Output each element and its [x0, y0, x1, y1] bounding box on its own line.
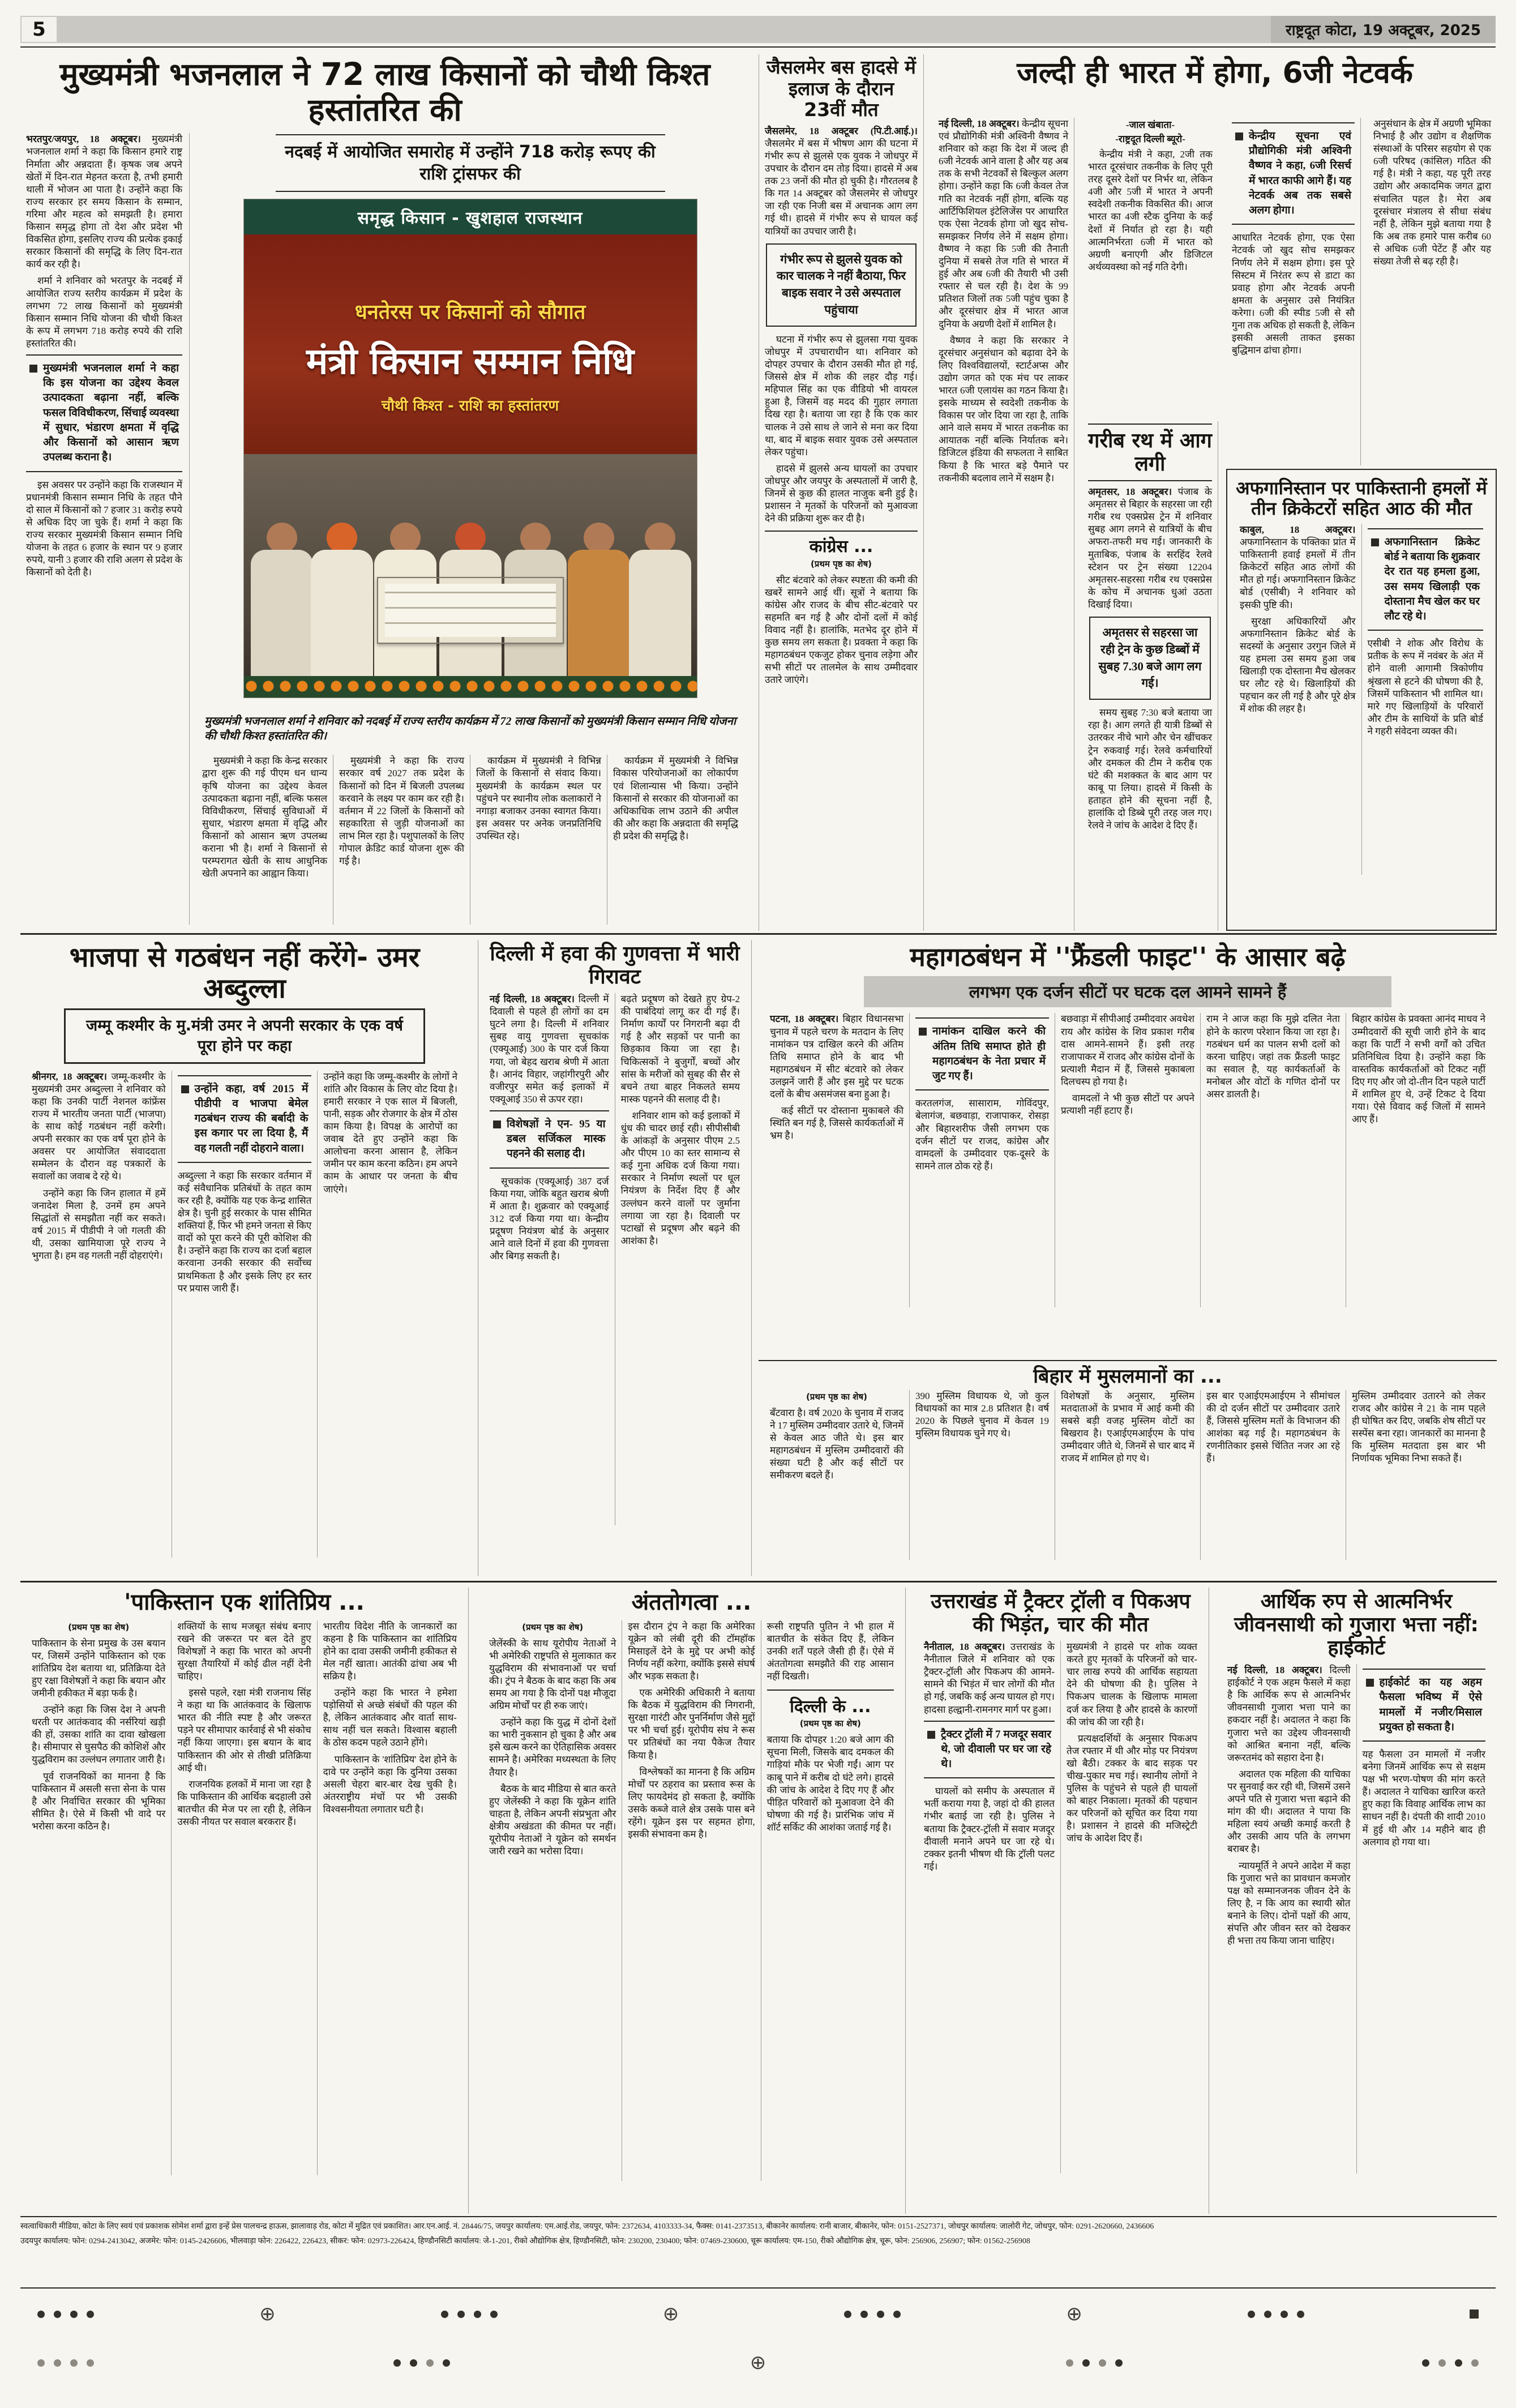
article-6g-col4 [1368, 118, 1497, 465]
paragraph: बछवाड़ा में सीपीआई उम्मीदवार अवधेश राय और कांग्रेस के शिव प्रकाश गरीब दास आमने-सामने हैं। इसी तरह राजापाकर में राजद और कांग्रेस दोनों के प्रत्याशी मैदान में हैं, जिससे मुकाबला दिलचस्प हो गया है। [1061, 1013, 1194, 1087]
paragraph [765, 125, 918, 238]
photo-stage-banner [244, 234, 697, 478]
paragraph: उन्होंने कहा कि जिन हालात में हमें जनादेश मिला है, उनमें हम अपने सिद्धांतों से समझौता नहीं कर सकते। वर्ष 2015 में पीडीपी ने जो गलती की थी, उसका खामियाजा पूरे राज्य ने भुगता है। हम वह गलती नहीं दोहराएंगे। [32, 1187, 166, 1261]
person-head [645, 523, 675, 553]
paragraph-text: अफगानिस्तान के पक्तिका प्रांत में पाकिस्तानी हवाई हमलों में तीन क्रिकेटरों सहित आठ लोगों की मौत हो गई। अफगानिस्तान क्रिकेट बोर्ड (एसीबी) ने शनिवार को इसकी पुष्टि की। [1240, 537, 1356, 610]
edition-label: राष्ट्रदूत कोटा, 19 अक्टूबर, 2025 [1271, 16, 1496, 43]
dateline: श्रीनगर, 18 अक्टूबर। [32, 1071, 107, 1082]
column [483, 1620, 622, 2181]
byline: -जाल खंबाता- [1125, 119, 1175, 130]
paragraph-text: जम्मू-कश्मीर के मुख्यमंत्री उमर अब्दुल्ला ने शनिवार को कहा कि उनकी पार्टी नेशनल कांफ्रेंस राज्य में भारतीय जनता पार्टी (भाजपा) के साथ कोई गठबंधन नहीं करेगी। अपनी सरकार का एक वर्ष पूरा होने के अवसर पर आयोजित संवाददाता सम्मेलन के दौरान वह पत्रकारों के सवालों का जवाब दे रहे थे। [32, 1071, 166, 1182]
masthead-bar [20, 16, 1496, 43]
highlight-box [1368, 528, 1484, 631]
registration-crosshair-icon: ⊕ [259, 2303, 276, 2325]
registration-dots [1066, 2359, 1123, 2367]
registration-crosshair-icon: ⊕ [1066, 2303, 1082, 2325]
paragraph: उन्होंने कहा कि भारत ने हमेशा पड़ोसियों से अच्छे संबंधों की पहल की है, लेकिन आतंकवाद और वार्ता साथ-साथ नहीं चल सकते। विश्वास बहाली के ठोस कदम पहले उठाने होंगे। [323, 1687, 457, 1748]
paragraph [770, 1013, 903, 1101]
paragraph: पूर्व राजनयिकों का मानना है कि पाकिस्तान में असली सत्ता सेना के पास है और निर्वाचित सरकार की भूमिका सीमित है। ऐसे में किसी भी वादे पर भरोसा करना कठिन है। [32, 1770, 166, 1832]
paragraph: कई सीटों पर दोस्ताना मुकाबले की स्थिति बन गई है, जिससे कार्यकर्ताओं में भ्रम है। [770, 1105, 903, 1141]
photo-person [251, 523, 313, 677]
article-delhi-air [478, 940, 752, 1576]
article-headline: आर्थिक रुप से आत्मनिर्भर जीवनसाथी को गुजारा भत्ता नहीं: हाईकोर्ट [1234, 1590, 1479, 1660]
bottom-column-group [196, 755, 744, 925]
article-6g-headline [933, 54, 1497, 117]
highlight-box [490, 1110, 609, 1169]
photo-person [629, 523, 691, 677]
column-group [26, 1620, 462, 2175]
column [910, 1013, 1055, 1307]
column [910, 1390, 1055, 1560]
paragraph [1240, 524, 1356, 611]
footer-rule [20, 2287, 1496, 2289]
paragraph: शर्मा ने शनिवार को भरतपुर के नदबई में आयोजित राज्य स्तरीय कार्यक्रम में प्रदेश के लगभग 72 लाख किसानों को मुख्यमंत्री किसान सम्मान निधि योजना की चौथी किश्त के रूप में लगभग 718 करोड़ रुपये की राशि हस्तांतरित की। [26, 275, 182, 349]
photo-person [568, 523, 630, 677]
highlight-text: नामांकन दाखिल करने की अंतिम तिथि समाप्त होते ही महागठबंधन के नेता प्रचार में जुट गए हैं। [932, 1025, 1046, 1083]
continuation-section [767, 1690, 894, 1834]
column [1222, 1664, 1357, 2174]
paragraph: इस बार एआईएमआईएम ने सीमांचल की दो दर्जन सीटों पर उम्मीदवार उतारे हैं, जिससे मुस्लिम मतों के विभाजन की आशंका बढ़ गई है। महागठबंधन के रणनीतिकार इससे चिंतित नजर आ रहे हैं। [1206, 1390, 1340, 1464]
column [607, 755, 744, 925]
article-subhead: नदबई में आयोजित समारोह में उन्होंने 718 करोड़ रूपए की राशि ट्रांसफर की [276, 134, 665, 192]
registration-dots [1422, 2359, 1479, 2367]
article-antatogatva [478, 1588, 906, 2214]
highlight-text: ट्रैक्टर ट्रॉली में 7 मजदूर सवार थे, जो दीवाली पर घर जा रहे थे। [941, 1728, 1051, 1770]
column [764, 1390, 910, 1560]
paragraph: मुख्यमंत्री ने कहा कि राज्य सरकार वर्ष 2027 तक प्रदेश के किसानों को दिन में बिजली उपलब्ध करवाने के लक्ष्य पर काम कर रही है। वर्तमान में 22 जिलों के किसानों को सहकारिता से जुड़ी योजनाओं का लाभ मिल रहा है। पशुपालकों के लिए गोपाल क्रेडिट कार्ड योजना शुरू की गई है। [339, 755, 464, 867]
paragraph: एसीबी ने शोक और विरोध के प्रतीक के रूप में नवंबर के अंत में होने वाली आगामी त्रिकोणीय श्रृंखला से हटने की घोषणा की है, जिसमें पाकिस्तान भी शामिल था। मारे गए खिलाड़ियों के परिवारों और टीम के साथियों के प्रति बोर्ड ने गहरी संवेदना व्यक्त की। [1367, 638, 1483, 737]
page-number: 5 [22, 17, 57, 42]
paragraph [32, 1071, 166, 1183]
paragraph-text: दिल्ली हाईकोर्ट ने एक अहम फैसले में कहा है कि आर्थिक रूप से आत्मनिर्भर जीवनसाथी गुजारा भत्ता पाने का हकदार नहीं है। अदालत ने कहा कि गुजारा भत्ते का उद्देश्य जीवनसाथी को आश्रित बनाना नहीं, बल्कि जरूरतमंद को सहारा देना है। [1227, 1665, 1351, 1763]
article-headline: महागठबंधन में ''फ्रैंडली फाइट'' के आसार बढ़े [910, 942, 1346, 972]
column [484, 993, 615, 1525]
person-head [584, 523, 614, 553]
article-mahagathbandhan [759, 940, 1497, 1357]
dateline: जैसलमेर, 18 अक्टूबर (पि.टी.आई.)। [765, 125, 918, 136]
column [1055, 1390, 1201, 1560]
highlight-text: हाईकोर्ट का यह अहम फैसला भविष्य में ऐसे मामलों में नजीर/मिसाल प्रयुक्त हो सकता है। [1379, 1676, 1482, 1733]
callout-box: अमृतसर से सहरसा जा रही ट्रेन के कुछ डिब्बों में सुबह 7.30 बजे आग लग गई। [1089, 617, 1211, 700]
continued-from-tag: (प्रथम पृष्ठ का शेष) [68, 1622, 130, 1632]
dateline: नैनीताल, 18 अक्टूबर। [924, 1641, 1005, 1653]
highlight-box [178, 1075, 312, 1163]
article-6g-col2 [1082, 118, 1218, 418]
paragraph: अदालत एक महिला की याचिका पर सुनवाई कर रही थी, जिसमें उसने अपने पति से गुजारा भत्ता बढ़ाने की मांग की थी। अदालत ने पाया कि महिला स्वयं अच्छी कमाई करती है और उसकी आय पति के लगभग बराबर है। [1227, 1768, 1351, 1855]
square-bullet-icon [1235, 132, 1243, 140]
paragraph: कार्यक्रम में मुख्यमंत्री ने विभिन्न विकास परियोजनाओं का लोकार्पण एवं शिलान्यास भी किया। उन्होंने किसानों से सरकार की योजनाओं का अधिकाधिक लाभ उठाने की अपील की और कहा कि अन्नदाता की समृद्धि ही प्रदेश की समृद्धि है। [613, 755, 738, 841]
person-head [520, 523, 551, 553]
column [1346, 1013, 1491, 1307]
column [1346, 1390, 1491, 1560]
person-head [267, 523, 297, 553]
column [318, 1071, 463, 1558]
continued-from-tag: (प्रथम पृष्ठ का शेष) [522, 1622, 584, 1632]
article-6g-col3 [1226, 118, 1361, 465]
left-column [26, 133, 190, 925]
dateline: पटना, 18 अक्टूबर। [770, 1013, 839, 1025]
highlight-box [1363, 1669, 1486, 1742]
paragraph: इससे पहले, रक्षा मंत्री राजनाथ सिंह ने कहा था कि आतंकवाद के खिलाफ भारत की नीति स्पष्ट है और जरूरत पड़ने पर सीमापार कार्रवाई से भी संकोच नहीं किया जाएगा। इस बयान के बाद पाकिस्तान की ओर से तीखी प्रतिक्रिया आई थी। [177, 1687, 311, 1773]
continuation-headline: कांग्रेस ... [809, 537, 873, 557]
highlight-text: उन्होंने कहा, वर्ष 2015 में पीडीपी व भाजपा बेमेल गठबंधन राज्य की बर्बादी के इस कगार पर ला दिया है, मैं वह गलती नहीं दोहराने वाला। [194, 1083, 309, 1154]
paragraph [939, 118, 1068, 331]
paragraph: प्रत्यक्षदर्शियों के अनुसार पिकअप तेज रफ्तार में थी और मोड़ पर नियंत्रण खो बैठी। टक्कर के बाद सड़क पर चीख-पुकार मच गई। स्थानीय लोगों ने पुलिस के पहुंचने से पहले ही घायलों को बाहर निकाला। मृतकों की पहचान कर परिजनों को सूचित कर दिया गया है। प्रशासन ने हादसे की मजिस्ट्रेटी जांच के आदेश दिए हैं। [1067, 1733, 1197, 1844]
highlight-box [924, 1721, 1055, 1779]
column [764, 1013, 910, 1307]
registration-dots [37, 2311, 94, 2318]
article-headline: जैसलमेर बस हादसे में इलाज के दौरान 23वीं मौत [766, 56, 916, 121]
registration-dots [37, 2359, 94, 2367]
article-headline: मुख्यमंत्री भजनलाल ने 72 लाख किसानों को चौथी किश्त हस्तांतरित की [59, 56, 710, 128]
article-uttarakhand [913, 1588, 1209, 2214]
header-rule [20, 46, 1496, 48]
dateline: अमृतसर, 18 अक्टूबर। [1088, 486, 1172, 498]
person-body [311, 550, 373, 677]
paragraph: बैठक के बाद मीडिया से बात करते हुए जेलेंस्की ने कहा कि यूक्रेन शांति चाहता है, लेकिन अपनी संप्रभुता और क्षेत्रीय अखंडता की कीमत पर नहीं। यूरोपीय नेताओं ने यूक्रेन को समर्थन जारी रखने का भरोसा दिया। [489, 1783, 616, 1857]
article-headline: उत्तराखंड में ट्रैक्टर ट्रॉली व पिकअप की भिड़ंत, चार की मौत [931, 1590, 1190, 1637]
column [761, 1620, 900, 2181]
photo-column [190, 133, 744, 925]
paragraph: भारतीय विदेश नीति के जानकारों का कहना है कि पाकिस्तान का शांतिप्रिय होने का दावा उसकी जमीनी हकीकत से मेल नहीं खाता। आतंकी ढांचा अब भी सक्रिय है। [323, 1620, 457, 1682]
registration-square-icon [1470, 2309, 1479, 2319]
column-group [26, 1071, 463, 1558]
paragraph: शनिवार शाम को कई इलाकों में धुंध की चादर छाई रही। सीपीसीबी के आंकड़ों के अनुसार पीएम 2.5 और पीएम 10 का स्तर सामान्य से कई गुना अधिक दर्ज किया गया। सरकार ने निर्माण स्थलों पर धूल नियंत्रण के निर्देश दिए हैं और उल्लंघन करने वालों पर जुर्माना लगाया जा रहा है। दिवाली पर पटाखों से प्रदूषण और बढ़ने की आशंका है। [620, 1110, 740, 1246]
section-rule [20, 933, 1497, 935]
column [1201, 1390, 1346, 1560]
highlight-box [915, 1017, 1049, 1090]
article-headline: भाजपा से गठबंधन नहीं करेंगे- उमर अब्दुल्ला [69, 942, 420, 1004]
column [1357, 1664, 1492, 2174]
square-bullet-icon [1371, 538, 1379, 546]
column [26, 1620, 172, 2175]
paragraph [490, 993, 609, 1106]
person-body [568, 550, 630, 677]
continuation-headline: दिल्ली के ... [790, 1697, 871, 1717]
paragraph-text: पंजाब के अमृतसर से बिहार के सहरसा जा रही गरीब रथ एक्सप्रेस ट्रेन में शनिवार सुबह आग लगने से यात्रियों के बीच अफरा-तफरी मच गई। जानकारी के मुताबिक, पंजाब के सरहिंद रेलवे स्टेशन पर ट्रेन संख्या 12204 अमृतसर-सहरसा गरीब रथ एक्सप्रेस के कोच में अचानक धुआं उठता दिखाई दिया। [1088, 486, 1213, 610]
column [1201, 1013, 1346, 1307]
paragraph: उन्होंने कहा कि जम्मू-कश्मीर के लोगों ने शांति और विकास के लिए वोट दिया है। हमारी सरकार ने एक साल में बिजली, पानी, सड़क और रोजगार के क्षेत्र में ठोस काम किया है। विपक्ष के आरोपों का जवाब देते हुए उन्होंने कहा कि आलोचना करना आसान है, लेकिन जमीन पर काम करना कठिन। हम अपने काम के आधार पर जनता के बीच जाएंगे। [323, 1071, 458, 1195]
paragraph [26, 133, 182, 271]
paragraph: 390 मुस्लिम विधायक थे, जो कुल विधायकों का मात्र 2.8 प्रतिशत है। वर्ष 2020 के पिछले चुनाव में केवल 19 मुस्लिम विधायक चुने गए थे। [915, 1390, 1049, 1439]
dateline: काबुल, 18 अक्टूबर। [1240, 524, 1356, 535]
column-group [764, 1390, 1491, 1560]
registration-crosshair-icon: ⊕ [662, 2303, 679, 2325]
dateline: नई दिल्ली, 18 अक्टूबर। [490, 994, 575, 1005]
highlight-box [1232, 122, 1355, 225]
paragraph: इस दौरान ट्रंप ने कहा कि अमेरिका यूक्रेन को लंबी दूरी की टॉमहॉक मिसाइलें देने के मुद्दे पर अभी कोई निर्णय नहीं करेगा, क्योंकि इससे संघर्ष और भड़क सकता है। [628, 1620, 755, 1682]
paragraph: सुरक्षा अधिकारियों और अफगानिस्तान क्रिकेट बोर्ड के सदस्यों के अनुसार उरगुन जिले में यह हमला उस समय हुआ जब खिलाड़ी एक दोस्ताना मैच खेलकर घर लौट रहे थे। खिलाड़ियों की पहचान कर ली गई है और पूरे क्षेत्र में शोक की लहर है। [1240, 615, 1356, 715]
paragraph [1088, 486, 1212, 611]
square-bullet-icon [181, 1085, 189, 1093]
square-bullet-icon [927, 1731, 935, 1739]
article-umar-abdullah [20, 940, 469, 1576]
registration-row [20, 2304, 1496, 2324]
column [26, 1071, 172, 1558]
registration-dots [844, 2311, 901, 2318]
article-pakistan [20, 1588, 469, 2214]
dateline: नई दिल्ली, 18 अक्टूबर। [1227, 1665, 1322, 1676]
paragraph-text: दिल्ली में दिवाली से पहले ही लोगों का दम घुटने लगा है। दिल्ली में शनिवार सुबह वायु गुणवत्ता सूचकांक (एक्यूआई) 300 के पार दर्ज किया गया, जो बेहद खराब श्रेणी में आता है। आनंद विहार, जहांगीरपुरी और वजीरपुर समेत कई इलाकों में एक्यूआई 350 से ऊपर रहा। [490, 994, 609, 1105]
photo-caption: मुख्यमंत्री भजनलाल शर्मा ने शनिवार को नदबई में राज्य स्तरीय कार्यक्रम में 72 लाख किसानों को मुख्यमंत्री किसान सम्मान निधि योजना की चौथी किश्त हस्तांतरित की। [204, 715, 736, 743]
photo-person [311, 523, 373, 677]
paragraph: हादसे में झुलसे अन्य घायलों का उपचार जोधपुर और जयपुर के अस्पतालों में जारी है, जिनमें से कुछ की हालत नाजुक बनी हुई है। प्रशासन ने मृतकों के परिजनों को मुआवजा देने की प्रक्रिया शुरू कर दी है। [765, 463, 918, 524]
column [1061, 1641, 1203, 2173]
paragraph: उन्होंने कहा कि जिस देश ने अपनी धरती पर आतंकवाद की नर्सरियां खड़ी की हों, उसका शांति का दावा खोखला है। सीमापार से घुसपैठ की कोशिशें और युद्धविराम का उल्लंघन लगातार जारी है। [32, 1704, 166, 1765]
paragraph: उन्होंने कहा कि युद्ध में दोनों देशों का भारी नुकसान हो चुका है और अब इसे खत्म करने का ऐतिहासिक अवसर सामने है। अमेरिका मध्यस्थता के लिए तैयार है। [489, 1717, 616, 1778]
column-group [483, 1620, 900, 2181]
column [1055, 1013, 1201, 1307]
column [918, 1641, 1061, 2173]
highlight-text: विशेषज्ञों ने एन- 95 या डबल सर्जिकल मास्क पहनने की सलाह दी। [507, 1118, 606, 1160]
dateline: नई दिल्ली, 18 अक्टूबर। [939, 118, 1020, 129]
paragraph: कार्यक्रम में मुख्यमंत्री ने विभिन्न जिलों के किसानों से संवाद किया। मुख्यमंत्री के कार्यक्रम स्थल पर पहुंचने पर स्थानीय लोक कलाकारों ने नगाड़ा बजाकर उनका स्वागत किया। इस अवसर पर अनेक जनप्रतिनिधि उपस्थित रहे। [476, 755, 601, 841]
paragraph: समय सुबह 7:30 बजे बताया जा रहा है। आग लगते ही यात्री डिब्बों से उतरकर नीचे भागे और चेन खींचकर ट्रेन रुकवाई गई। रेलवे कर्मचारियों और दमकल की टीम ने करीब एक घंटे की मशक्कत के बाद आग पर काबू पा लिया। हादसे में किसी के हताहत होने की सूचना नहीं है, हालांकि दो डिब्बे पूरी तरह जल गए। रेलवे ने जांच के आदेश दे दिए हैं। [1088, 707, 1212, 831]
paragraph: करतलगंज, सासाराम, गोविंदपुर, बेलागंज, बछवाड़ा, राजापाकर, रोसड़ा और बिहारशरीफ जैसी लगभग एक दर्जन सीटों पर राजद, कांग्रेस और वामदलों के उम्मीदवार एक-दूसरे के सामने ताल ठोक रहे हैं। [915, 1098, 1049, 1171]
paragraph-text: उत्तराखंड के नैनीताल जिले में शनिवार को एक ट्रैक्टर-ट्रॉली और पिकअप की आमने-सामने की भिड़ंत में चार लोगों की मौत हो गई, जबकि कई अन्य घायल हो गए। हादसा हल्द्वानी-रामनगर मार्ग पर हुआ। [924, 1641, 1055, 1715]
article-subhead: जम्मू कश्मीर के मु.मंत्री उमर ने अपनी सरकार के एक वर्ष पूरा होने पर कहा [64, 1008, 425, 1063]
article-body [26, 133, 744, 925]
paragraph-text: केन्द्रीय सूचना एवं प्रौद्योगिकी मंत्री अश्विनी वैष्णव ने शनिवार को कहा कि देश में जल्द ही 6जी नेटवर्क आने वाला है और यह अब तक के सभी नेटवर्कों से बिल्कुल अलग होगा। उन्होंने कहा कि 6जी केवल तेज गति का नेटवर्क नहीं होगा, बल्कि यह आर्टिफिशियल इंटेलिजेंस पर आधारित एक ऐसा नेटवर्क होगा जो खुद सोच-समझकर निर्णय लेने में सक्षम होगा। वैष्णव ने कहा कि 5जी की तैनाती दुनिया में सबसे तेज गति से भारत में हुई और अब 6जी की तैयारी भी उसी रफ्तार से चल रही है। देश के 99 प्रतिशत जिलों तक 5जी पहुंच चुका है और दूरसंचार क्षेत्र में भारत आज दुनिया के अग्रणी देशों में शामिल है। [939, 118, 1069, 330]
article-subhead: लगभग एक दर्जन सीटों पर घटक दल आमने सामने हैं [864, 976, 1391, 1007]
article-headline: गरीब रथ में आग लगी [1088, 424, 1212, 481]
callout-box: गंभीर रूप से झुलसे युवक को कार चालक ने नहीं बैठाया, फिर बाइक सवार ने उसे अस्पताल पहुंचाया [766, 243, 917, 327]
paragraph: घायलों को समीप के अस्पताल में भर्ती कराया गया है, जहां दो की हालत गंभीर बताई जा रही है। पुलिस ने बताया कि ट्रैक्टर-ट्रॉली में सवार मजदूर दीवाली मनाने अपने घर जा रहे थे। टक्कर इतनी भीषण थी कि ट्रॉली पलट गई। [924, 1786, 1055, 1872]
article-headline: अंततोगत्वा ... [631, 1589, 752, 1615]
paragraph: शक्तियों के साथ मजबूत संबंध बनाए रखने की जरूरत पर बल देते हुए विशेषज्ञों ने कहा कि भारत को अपनी सुरक्षा तैयारियों में कोई ढील नहीं देनी चाहिए। [177, 1620, 311, 1682]
article-afghanistan [1226, 469, 1497, 931]
person-head [390, 523, 421, 553]
continued-from-tag: (प्रथम पृष्ठ का शेष) [806, 1391, 868, 1402]
paragraph: इस अवसर पर उन्होंने कहा कि राजस्थान में प्रधानमंत्री किसान सम्मान निधि के तहत पौने दो साल में किसानों को 7 हजार 31 करोड़ रुपये से अधिक दिए जा चुके हैं। शर्मा ने कहा कि राज्य सरकार मुख्यमंत्री किसान सम्मान निधि योजना के तहत 6 हजार के स्थान पर 9 हजार रुपये, यानी 3 हजार की राशि अलग से प्रदेश के किसानों को देती है। [26, 479, 182, 578]
paragraph: सूचकांक (एक्यूआई) 387 दर्ज किया गया, जोकि बहुत खराब श्रेणी में आता है। शुक्रवार को एक्यूआई 312 दर्ज किया गया था। केन्द्रीय प्रदूषण नियंत्रण बोर्ड के अनुसार आने वाले दिनों में हवा की गुणवत्ता और बिगड़ सकती है। [490, 1175, 609, 1262]
highlight-box [26, 354, 182, 472]
column [196, 755, 333, 925]
paragraph: बताया कि दोपहर 1:20 बजे आग की सूचना मिली, जिसके बाद दमकल की गाड़ियां मौके पर भेजी गईं। आग पर काबू पाने में करीब दो घंटे लगे। हादसे की जांच के आदेश दे दिए गए हैं और पीड़ित परिवारों को मुआवजा देने की घोषणा की गई है। प्रारंभिक जांच में शॉर्ट सर्किट की आशंका जताई गई है। [766, 1734, 894, 1833]
person-head [455, 523, 486, 553]
imprint-line: स्वत्वाधिकारी मीडिया, कोटा के लिए स्वयं एवं प्रकाशक सोमेश शर्मा द्वारा इन्हें प्रेस पालचन्द्र हाऊस, झालावाड़ रोड, कोटा में मुद्रित एवं प्रकाशित। आर.एन.आई. नं. 28446/75, जयपुर कार्यालय: एम.आई.रोड, जयपुर, फोन: 2372634, 4103333-34, फैक्स: 0141-2373513, बीकानेर कार्यालय: रानी बाजार, बीकानेर, फोन: 0151-2527371, जोधपुर कार्यालय: जालोरी गेट, जोधपुर, फोन: 0291-2620660, 2436606 [20, 2222, 1154, 2231]
square-bullet-icon [1366, 1679, 1374, 1687]
dateline: भरतपुर/जयपुर, 18 अक्टूबर। [26, 134, 141, 145]
article-jaisalmer [759, 54, 924, 931]
paragraph: आधारित नेटवर्क होगा, एक ऐसा नेटवर्क जो खुद सोच समझकर निर्णय लेने में सक्षम होगा। इस पूरे सिस्टम में निरंतर रूप से डाटा का प्रवाह होगा और नेटवर्क अपनी क्षमता के अनुसार उसे नियंत्रित करेगा। 6जी की स्पीड 5जी से सौ गुना तक अधिक हो सकती है, लेकिन इसकी असली ताकत इसका बुद्धिमान ढांचा होगा। [1232, 232, 1355, 356]
article-6g-col1 [933, 118, 1074, 931]
paragraph: जेलेंस्की के साथ यूरोपीय नेताओं ने भी अमेरिकी राष्ट्रपति से मुलाकात कर युद्धविराम की संभावनाओं पर चर्चा की। ट्रंप ने बैठक के बाद कहा कि अब समय आ गया है कि दोनों पक्ष मौजूदा अग्रिम मोर्चों पर ही रुक जाएं। [489, 1637, 616, 1712]
paragraph: विश्लेषकों का मानना है कि अग्रिम मोर्चों पर ठहराव का प्रस्ताव रूस के लिए फायदेमंद हो सकता है, क्योंकि उसके कब्जे वाले क्षेत्र उसके पास बने रहेंगे। यूक्रेन इस पर सहमत होगा, इसकी संभावना कम है। [628, 1766, 755, 1840]
print-registration-marks [20, 2304, 1496, 2402]
paragraph-text: बिहार विधानसभा चुनाव में पहले चरण के मतदान के लिए नामांकन पत्र दाखिल करने की अंतिम तिथि समाप्त होने के बाद भी महागठबंधन में सीट बंटवारे को लेकर उलझनें जारी हैं और इस मुद्दे पर घटक दलों के बीच असमंजस बना हुआ है। [770, 1013, 903, 1100]
article-headline: जल्दी ही भारत में होगा, 6जी नेटवर्क [1017, 56, 1413, 90]
column [615, 993, 746, 1525]
registration-dots [441, 2311, 498, 2318]
article-garib-rath [1082, 421, 1218, 931]
banner-line-2: मंत्री किसान सम्मान निधि [306, 341, 634, 383]
continuation-section [765, 531, 918, 686]
section-rule [20, 2216, 1497, 2217]
column [318, 1620, 462, 2175]
paragraph: अब्दुल्ला ने कहा कि सरकार वर्तमान में कई संवैधानिक प्रतिबंधों के तहत काम कर रही है, क्योंकि यह एक केन्द्र शासित क्षेत्र है। चुनी हुई सरकार के पास सीमित शक्तियां हैं, फिर भी हमने जनता से किए वादों को पूरा करने की पूरी कोशिश की है। उन्होंने कहा कि राज्य का दर्जा बहाल करवाना उनकी सरकार की सर्वोच्च प्राथमिकता है और इसके लिए हर स्तर पर प्रयास जारी हैं। [177, 1170, 312, 1294]
paragraph: रूसी राष्ट्रपति पुतिन ने भी हाल में बातचीत के संकेत दिए हैं, लेकिन उनकी शर्तें पहले जैसी ही हैं। ऐसे में अंततोगत्वा समझौते की राह आसान नहीं दिखती। [766, 1620, 894, 1682]
article-headline: 'पाकिस्तान एक शांतिप्रिय ... [124, 1589, 365, 1615]
paragraph: केन्द्रीय मंत्री ने कहा, 2जी तक भारत दूरसंचार तकनीक के लिए पूरी तरह दूसरे देशों पर निर्भर था, लेकिन 4जी और 5जी में भारत ने अपनी स्वदेशी तकनीक विकसित की। आज भारत का 4जी स्टैक दुनिया के कई देशों में निर्यात हो रहा है। यही आत्मनिर्भरता 6जी में भारत को अग्रणी बनाएगी और डिजिटल अर्थव्यवस्था को नई गति देगी। [1088, 149, 1213, 272]
photo-banner-strip: समृद्ध किसान - खुशहाल राजस्थान [244, 199, 697, 234]
paragraph: मुख्यमंत्री ने हादसे पर शोक व्यक्त करते हुए मृतकों के परिजनों को चार-चार लाख रुपये की आर्थिक सहायता देने की घोषणा की है। पुलिस ने पिकअप चालक के खिलाफ मामला दर्ज कर लिया है और हादसे के कारणों की जांच की जा रही है। [1067, 1641, 1197, 1727]
column [622, 1620, 761, 2181]
imprint-line: उदयपुर कार्यालय: फोन: 0294-2413042, अजमेर: फोन: 0145-2426606, भीलवाड़ा फोन: 226422, 226423, सीकर: फोन: 02973-226424, हिण्डौनसिटी कार्यालय: जे-1-201, रीको औद्योगिक क्षेत्र, हिण्डौनसिटी, फोन: 230200, 230400; फोन: 07469-230600, चूरू कार्यालय: एम-150, रीको औद्योगिक क्षेत्र, चूरू, फोन: 256906, 256907; फोन: 01562-256908 [20, 2236, 1030, 2246]
paragraph [1227, 1664, 1351, 1764]
registration-dots [1248, 2311, 1304, 2318]
paragraph: न्यायमूर्ति ने अपने आदेश में कहा कि गुजारा भत्ते का प्रावधान कमजोर पक्ष को सम्मानजनक जीवन देने के लिए है, न कि आय का स्थायी स्रोत बनाने के लिए। दोनों पक्षों की आय, संपत्ति और जीवन स्तर को देखकर ही भत्ता तय किया जाना चाहिए। [1227, 1860, 1351, 1947]
paragraph: विशेषज्ञों के अनुसार, मुस्लिम मतदाताओं के प्रभाव में आई कमी की सबसे बड़ी वजह मुस्लिम वोटों का बिखराव है। एआईएमआईएम के पांच उम्मीदवार जीते थे, जिनमें से चार बाद में राजद में शामिल हो गए थे। [1061, 1390, 1194, 1464]
paragraph: राजनयिक हलकों में माना जा रहा है कि पाकिस्तान की आर्थिक बदहाली उसे बातचीत की मेज पर ला रही है, लेकिन उसकी नीयत पर सवाल बरकरार हैं। [177, 1778, 311, 1827]
highlight-text: अफगानिस्तान क्रिकेट बोर्ड ने बताया कि शुक्रवार देर रात यह हमला हुआ, उस समय खिलाड़ी एक दोस्ताना मैच खेल कर घर लौट रहे थे। [1384, 536, 1480, 623]
paragraph: बँटवारा है। वर्ष 2020 के चुनाव में राजद ने 17 मुस्लिम उम्मीदवार उतारे थे, जिनमें से केवल आठ जीते थे। इस बार महागठबंधन में मुस्लिम उम्मीदवारों की संख्या घटी है और कई सीटों पर समीकरण बदले हैं। [770, 1407, 903, 1481]
column [470, 755, 607, 925]
article-headline: दिल्ली में हवा की गुणवत्ता में भारी गिरावट [490, 942, 740, 989]
byline: -राष्ट्रदूत दिल्ली ब्यूरो- [1115, 134, 1185, 144]
paragraph: मुस्लिम उम्मीदवार उतारने को लेकर राजद और कांग्रेस ने 21 के नाम पहले ही घोषित कर दिए, जबकि शेष सीटों पर सस्पेंस बना रहा। जानकारों का मानना है कि मुस्लिम मतदाता इस बार भी निर्णायक भूमिका निभा सकते हैं। [1352, 1390, 1485, 1464]
square-bullet-icon [919, 1028, 927, 1036]
person-head [327, 523, 357, 553]
paragraph: एक अमेरिकी अधिकारी ने बताया कि बैठक में युद्धविराम की निगरानी, सुरक्षा गारंटी और पुनर्निर्माण जैसे मुद्दों पर भी चर्चा हुई। यूरोपीय संघ ने रूस पर प्रतिबंधों का नया पैकेज तैयार किया है। [628, 1687, 755, 1761]
paragraph: बिहार कांग्रेस के प्रवक्ता आनंद माधव ने उम्मीदवारों की सूची जारी होने के बाद कहा कि पार्टी ने सभी वर्गों को उचित प्रतिनिधित्व दिया है। उन्होंने कहा कि वास्तविक कार्यकर्ताओं को टिकट नहीं दिए गए और जो दो-तीन दिन पहले पार्टी में शामिल हुए थे, उन्हें टिकट दे दिया गया। ऐसे विवाद कई जिलों में सामने आए हैं। [1352, 1013, 1485, 1125]
article-headline: अफगानिस्तान पर पाकिस्तानी हमलों में तीन क्रिकेटरों सहित आठ की मौत [1236, 477, 1487, 520]
continued-from-tag: (प्रथम पृष्ठ का शेष) [810, 558, 872, 569]
ceremonial-cheque [377, 577, 564, 644]
section-rule [20, 1581, 1497, 1582]
paragraph: बढ़ते प्रदूषण को देखते हुए ग्रेप-2 की पाबंदियां लागू कर दी गई हैं। निर्माण कार्यों पर निगरानी बढ़ा दी गई है और सड़कों पर पानी का छिड़काव किया जा रहा है। चिकित्सकों ने बुजुर्गों, बच्चों और सांस के मरीजों को सुबह की सैर से बचने तथा बाहर निकलते समय मास्क पहनने की सलाह दी है। [620, 994, 740, 1105]
paragraph: पाकिस्तान के 'शांतिप्रिय' देश होने के दावे पर उन्होंने कहा कि दुनिया उसका असली चेहरा बार-बार देख चुकी है। अंतरराष्ट्रीय मंचों पर भी उसकी विश्वसनीयता लगातार घटी है। [323, 1753, 457, 1815]
article-bihar-muslim [759, 1360, 1497, 1576]
registration-row [20, 2353, 1496, 2372]
highlight-text: केन्द्रीय सूचना एवं प्रौद्योगिकी मंत्री अश्विनी वैष्णव ने कहा, 6जी रिसर्च में भारत काफी आगे हैं। यह नेटवर्क अब तक सबसे अलग होगा। [1249, 130, 1351, 217]
column [1362, 524, 1489, 875]
square-bullet-icon [493, 1120, 501, 1128]
paragraph: वैष्णव ने कहा कि सरकार ने दूरसंचार अनुसंधान को बढ़ावा देने के लिए विश्वविद्यालयों, स्टार्टअप्स और उद्योग जगत को एक मंच पर लाकर भारत 6जी एलायंस का गठन किया है। इसके माध्यम से स्वदेशी तकनीक के विकास पर जोर दिया जा रहा है, ताकि आने वाले समय में भारत तकनीक का आयातक नहीं बल्कि निर्यातक बने। डिजिटल इंडिया की सफलता ने साबित किया है कि भारत बड़े पैमाने पर तकनीकी बदलाव लाने में सक्षम है। [939, 335, 1068, 484]
banner-line-3: चौथी किश्त - राशि का हस्तांतरण [381, 397, 559, 415]
column [1234, 524, 1362, 875]
column [172, 1620, 317, 2175]
person-body [251, 550, 313, 677]
column [172, 1071, 318, 1558]
column-group [918, 1641, 1203, 2173]
column [333, 755, 470, 925]
paragraph: घटना में गंभीर रूप से झुलसा गया युवक जोधपुर में उपचाराधीन था। शनिवार को दोपहर उपचार के दौरान उसकी मौत हो गई, जिससे क्षेत्र में शोक की लहर दौड़ गई। महिपाल सिंह का एक वीडियो भी वायरल हुआ है, जिसमें वह मदद की गुहार लगाता दिख रहा है। बताया जा रहा है कि एक कार चालक ने उसे साथ ले जाने से मना कर दिया था, बाद में बाइक सवार युवक उसे अस्पताल लेकर पहुंचा। [765, 333, 918, 457]
article-alimony [1216, 1588, 1497, 2214]
paragraph: मुख्यमंत्री ने कहा कि केन्द्र सरकार द्वारा शुरू की गई पीएम धन धान्य कृषि योजना का उद्देश्य केवल उत्पादकता बढ़ाना नहीं, बल्कि फसल विविधीकरण, सिंचाई सुविधाओं में सुधार, भंडारण क्षमता में वृद्धि और किसानों को आसान ऋण उपलब्ध कराना भी है। शर्मा ने किसानों से परम्परागत खेती के साथ आधुनिक खेती अपनाने का आह्वान किया। [202, 755, 327, 879]
banner-line-1: धनतेरस पर किसानों को सौगात [354, 301, 586, 324]
imprint-block [20, 2221, 1496, 2249]
paragraph [924, 1641, 1055, 1716]
article-cm-kisan [20, 54, 750, 931]
continued-from-tag: (प्रथम पृष्ठ का शेष) [799, 1718, 861, 1729]
paragraph: वामदलों ने भी कुछ सीटों पर अपने प्रत्याशी नहीं हटाए हैं। [1061, 1093, 1194, 1117]
square-bullet-icon [29, 365, 37, 373]
column-group [484, 993, 746, 1525]
paragraph-text: जैसलमेर में बस में भीषण आग की घटना में गंभीर रूप से झुलसे एक युवक ने जोधपुर में उपचार के दौरान दम तोड़ दिया। हादसे में अब तक 23 जनों की मौत हो चुकी है। गौरतलब है कि गत 14 अक्टूबर को जैसलमेर से जोधपुर जा रही एक निजी बस में अचानक आग लग गई थी। हादसे में गंभीर रूप से घायल कई यात्रियों का उपचार जारी है। [765, 138, 918, 237]
column-group [1222, 1664, 1491, 2174]
paragraph: पाकिस्तान के सेना प्रमुख के उस बयान पर, जिसमें उन्होंने पाकिस्तान को एक शांतिप्रिय देश बताया था, प्रतिक्रिया देते हुए रक्षा विशेषज्ञों ने कहा कि बयान और जमीनी हकीकत में बड़ा फर्क है। [32, 1637, 166, 1699]
column-group [1234, 524, 1489, 875]
event-photo [243, 199, 697, 698]
paragraph: सीट बंटवारे को लेकर स्पष्टता की कमी की खबरें सामने आई थीं। सूत्रों ने बताया कि कांग्रेस और राजद के बीच सीट-बंटवारे पर सहमति बन गई है और दोनों दलों में कोई विवाद नहीं है। हालांकि, मतभेद दूर होने में कुछ समय लग सकता है। प्रवक्ता ने कहा कि महागठबंधन एकजुट होकर चुनाव लड़ेगा और सभी सीटों पर तालमेल के साथ उम्मीदवार उतारे जाएंगे। [765, 574, 918, 686]
flower-garland-strip [244, 676, 697, 698]
person-body [629, 550, 691, 677]
article-headline: बिहार में मुसलमानों का ... [1033, 1365, 1222, 1388]
highlight-text: मुख्यमंत्री भजनलाल शर्मा ने कहा कि इस योजना का उद्देश्य केवल उत्पादकता बढ़ाना नहीं, बल्कि फसल विविधीकरण, सिंचाई व्यवस्था में सुधार, भंडारण क्षमता में वृद्धि और किसानों को आसान ऋण उपलब्ध कराना है। [43, 362, 179, 464]
registration-dots [393, 2359, 450, 2367]
paragraph-text: मुख्यमंत्री भजनलाल शर्मा ने कहा कि किसान हमारे राष्ट्र निर्माता और अन्नदाता हैं। कृषक जब अपने खेतों में दिन-रात मेहनत करता है, तभी हमारी थाली में भोजन आ पाता है। उन्होंने कहा कि राज्य सरकार हर समय किसान के सम्मान, गरिमा और महत्व को समझती है। हमारा किसान समृद्ध होगा तो देश और प्रदेश भी विकसित होगा, इसलिए राज्य की प्रत्येक इकाई सरकार किसानों की समृद्धि के लिए दिन-रात कार्य कर रही है। [26, 134, 183, 270]
paragraph: राम ने आज कहा कि मुझे दलित नेता होने के कारण परेशान किया जा रहा है। गठबंधन धर्म का पालन सभी दलों को करना चाहिए। जहां तक फ्रैंडली फाइट का सवाल है, यह कार्यकर्ताओं के मनोबल और वोटों के गणित दोनों पर असर डालती है। [1206, 1013, 1340, 1100]
paragraph: अनुसंधान के क्षेत्र में अग्रणी भूमिका निभाई है और उद्योग व शैक्षणिक संस्थाओं के परिसर सहयोग से एक 6जी परिषद (कांसिल) गठित की गई है। मंत्री ने कहा, यह पूरी तरह उद्योग और अकादमिक जगत द्वारा संचालित पहल है। मेरा अब दूरसंचार मंत्रालय से सीधा संबंध नहीं है, लेकिन मुझे बताया गया है कि अब तक हमारे पास करीब 60 से अधिक 6जी पेटेंट हैं और यह संख्या तेजी से बढ़ रही है। [1373, 118, 1491, 267]
registration-crosshair-icon: ⊕ [750, 2351, 766, 2374]
column-group [764, 1013, 1491, 1307]
paragraph: यह फैसला उन मामलों में नजीर बनेगा जिनमें आर्थिक रूप से सक्षम पक्ष भी भरण-पोषण की मांग करते हैं। अदालत ने याचिका खारिज करते हुए कहा कि विवाह आर्थिक लाभ का साधन नहीं है। दंपती की शादी 2010 में हुई थी और 14 महीने बाद ही अलगाव हो गया था। [1362, 1748, 1485, 1847]
